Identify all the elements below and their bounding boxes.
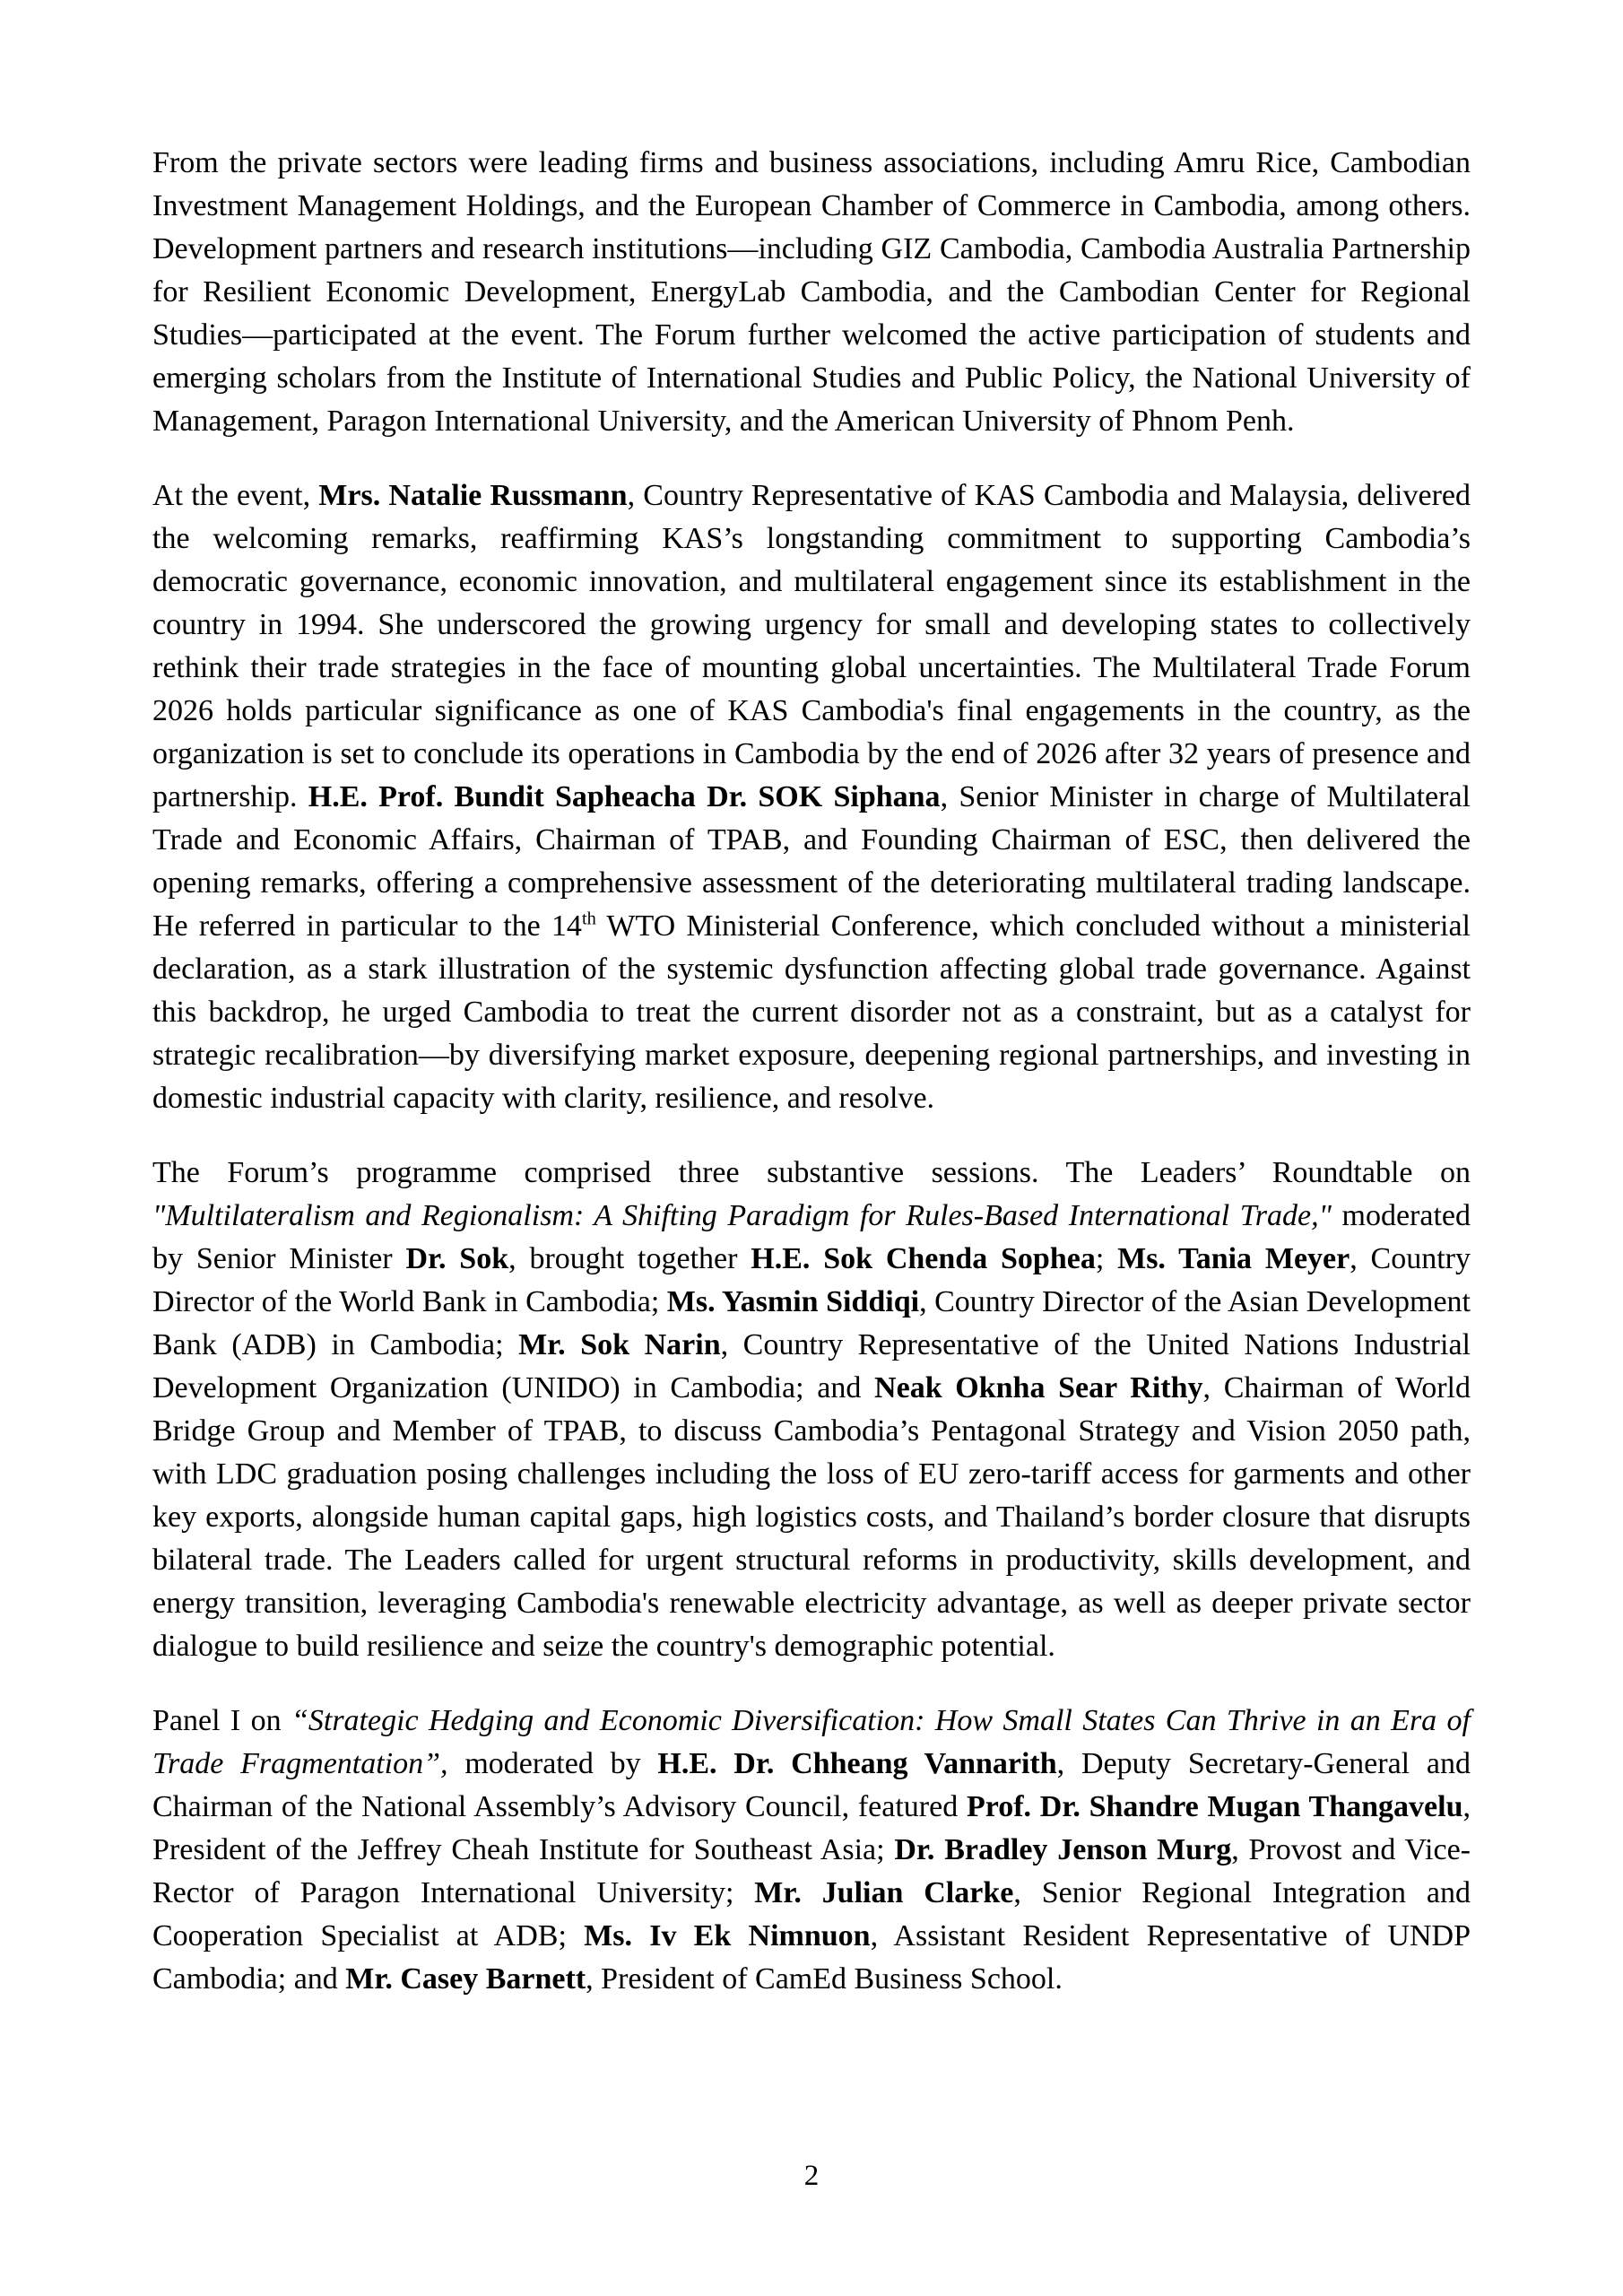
paragraph-opening-remarks [152, 474, 1471, 1120]
page-body [152, 142, 1471, 2001]
page-number: 2 [803, 2160, 820, 2192]
text-run: Ms. Yasmin Siddiqi [666, 1285, 920, 1318]
text-run: The Forum’s programme comprised three substantive sessions. The Leaders’ Roundtable on [152, 1156, 1471, 1189]
text-run: “Strategic Hedging and Economic Diversification: How Small States Can Thrive in an Era of Trade Fragmentation”, [152, 1704, 1471, 1780]
text-run: From the private sectors were leading firms and business associations, including Amru Rice, Cambodian Investment Management Holdings, and the European Chamber of Commerce in Cambodia, among others. Development partners and research institutions—including GIZ Cambodia, Cambodia Australia Partnership for Resilient Economic Development, EnergyLab Cambodia, and the Cambodian Center for Regional Studies—participated at the event. The Forum further welcomed the active participation of students and emerging scholars from the Institute of International Studies and Public Policy, the National University of Management, Paragon International University, and the American University of Phnom Penh. [152, 146, 1471, 438]
text-run: H.E. Sok Chenda Sophea [751, 1242, 1096, 1275]
text-run: H.E. Dr. Chheang Vannarith [657, 1747, 1057, 1780]
text-run: Panel I on [152, 1704, 291, 1737]
text-run: , Chairman of World Bridge Group and Member of TPAB, to discuss Cambodia’s Pentagonal Strategy and Vision 2050 path, with LDC graduation posing challenges including the loss of EU zero-tariff access for garments and other key exports, alongside human capital gaps, high logistics costs, and Thailand’s border closure that disrupts bilateral trade. The Leaders called for urgent structural reforms in productivity, skills development, and energy transition, leveraging Cambodia's renewable electricity advantage, as well as deeper private sector dialogue to build resilience and seize the country's demographic potential. [152, 1371, 1471, 1663]
text-run: Mrs. Natalie Russmann [318, 479, 628, 512]
text-run: moderated by [447, 1747, 658, 1780]
paragraph-panel-one [152, 1700, 1471, 2001]
text-run: Mr. Julian Clarke [754, 1876, 1014, 1909]
text-run: , Provost and Vice-Rector of Paragon International University; [152, 1833, 1471, 1909]
text-run: Ms. Iv Ek Nimnuon [584, 1919, 871, 1952]
paragraph-leaders-roundtable [152, 1152, 1471, 1668]
text-run: , President of the Jeffrey Cheah Institute for Southeast Asia; [152, 1790, 1471, 1866]
text-run: Dr. Bradley Jenson Murg [894, 1833, 1232, 1866]
text-run: , Country Director of the Asian Development Bank (ADB) in Cambodia; [152, 1285, 1471, 1361]
text-run: , President of CamEd Business School. [586, 1962, 1063, 1996]
text-run: Neak Oknha Sear Rithy [874, 1371, 1203, 1405]
text-run: , Country Representative of the United Nations Industrial Development Organization (UNIDO) in Cambodia; and [152, 1328, 1471, 1405]
text-run: Dr. Sok [405, 1242, 509, 1275]
text-run: th [581, 909, 596, 929]
text-run: At the event, [152, 479, 319, 512]
text-run: H.E. Prof. Bundit Sapheacha Dr. SOK Siphana [308, 780, 941, 813]
text-run: Ms. Tania Meyer [1117, 1242, 1350, 1275]
text-run: , Senior Minister in charge of Multilateral Trade and Economic Affairs, Chairman of TPAB, and Founding Chairman of ESC, then delivered the opening remarks, offering a comprehensive assessment of the deteriorating multilateral trading landscape. He referred in particular to the 14 [152, 780, 1471, 943]
text-run: Mr. Sok Narin [518, 1328, 721, 1361]
text-run: , Assistant Resident Representative of UNDP Cambodia; and [152, 1919, 1471, 1996]
text-run: , Senior Regional Integration and Cooperation Specialist at ADB; [152, 1876, 1471, 1952]
text-run: "Multilateralism and Regionalism: A Shifting Paradigm for Rules-Based International Trade," [152, 1199, 1332, 1232]
text-run: Mr. Casey Barnett [345, 1962, 586, 1996]
text-run: Prof. Dr. Shandre Mugan Thangavelu [966, 1790, 1463, 1823]
paragraph-participants [152, 142, 1471, 443]
text-run: moderated by Senior Minister [152, 1199, 1471, 1275]
text-run: , Country Representative of KAS Cambodia and Malaysia, delivered the welcoming remarks, reaffirming KAS’s longstanding commitment to supporting Cambodia’s democratic governance, economic innovation, and multilateral engagement since its establishment in the country in 1994. She underscored the growing urgency for small and developing states to collectively rethink their trade strategies in the face of mounting global uncertainties. The Multilateral Trade Forum 2026 holds particular significance as one of KAS Cambodia's final engagements in the country, as the organization is set to conclude its operations in Cambodia by the end of 2026 after 32 years of presence and partnership. [152, 479, 1471, 813]
text-run: , Country Director of the World Bank in Cambodia; [152, 1242, 1471, 1318]
text-run: , Deputy Secretary-General and Chairman of the National Assembly’s Advisory Council, featured [152, 1747, 1471, 1823]
text-run: WTO Ministerial Conference, which concluded without a ministerial declaration, as a stark illustration of the systemic dysfunction affecting global trade governance. Against this backdrop, he urged Cambodia to treat the current disorder not as a constraint, but as a catalyst for strategic recalibration—by diversifying market exposure, deepening regional partnerships, and investing in domestic industrial capacity with clarity, resilience, and resolve. [152, 909, 1471, 1115]
text-run: ; [1095, 1242, 1118, 1275]
text-run: , brought together [508, 1242, 751, 1275]
